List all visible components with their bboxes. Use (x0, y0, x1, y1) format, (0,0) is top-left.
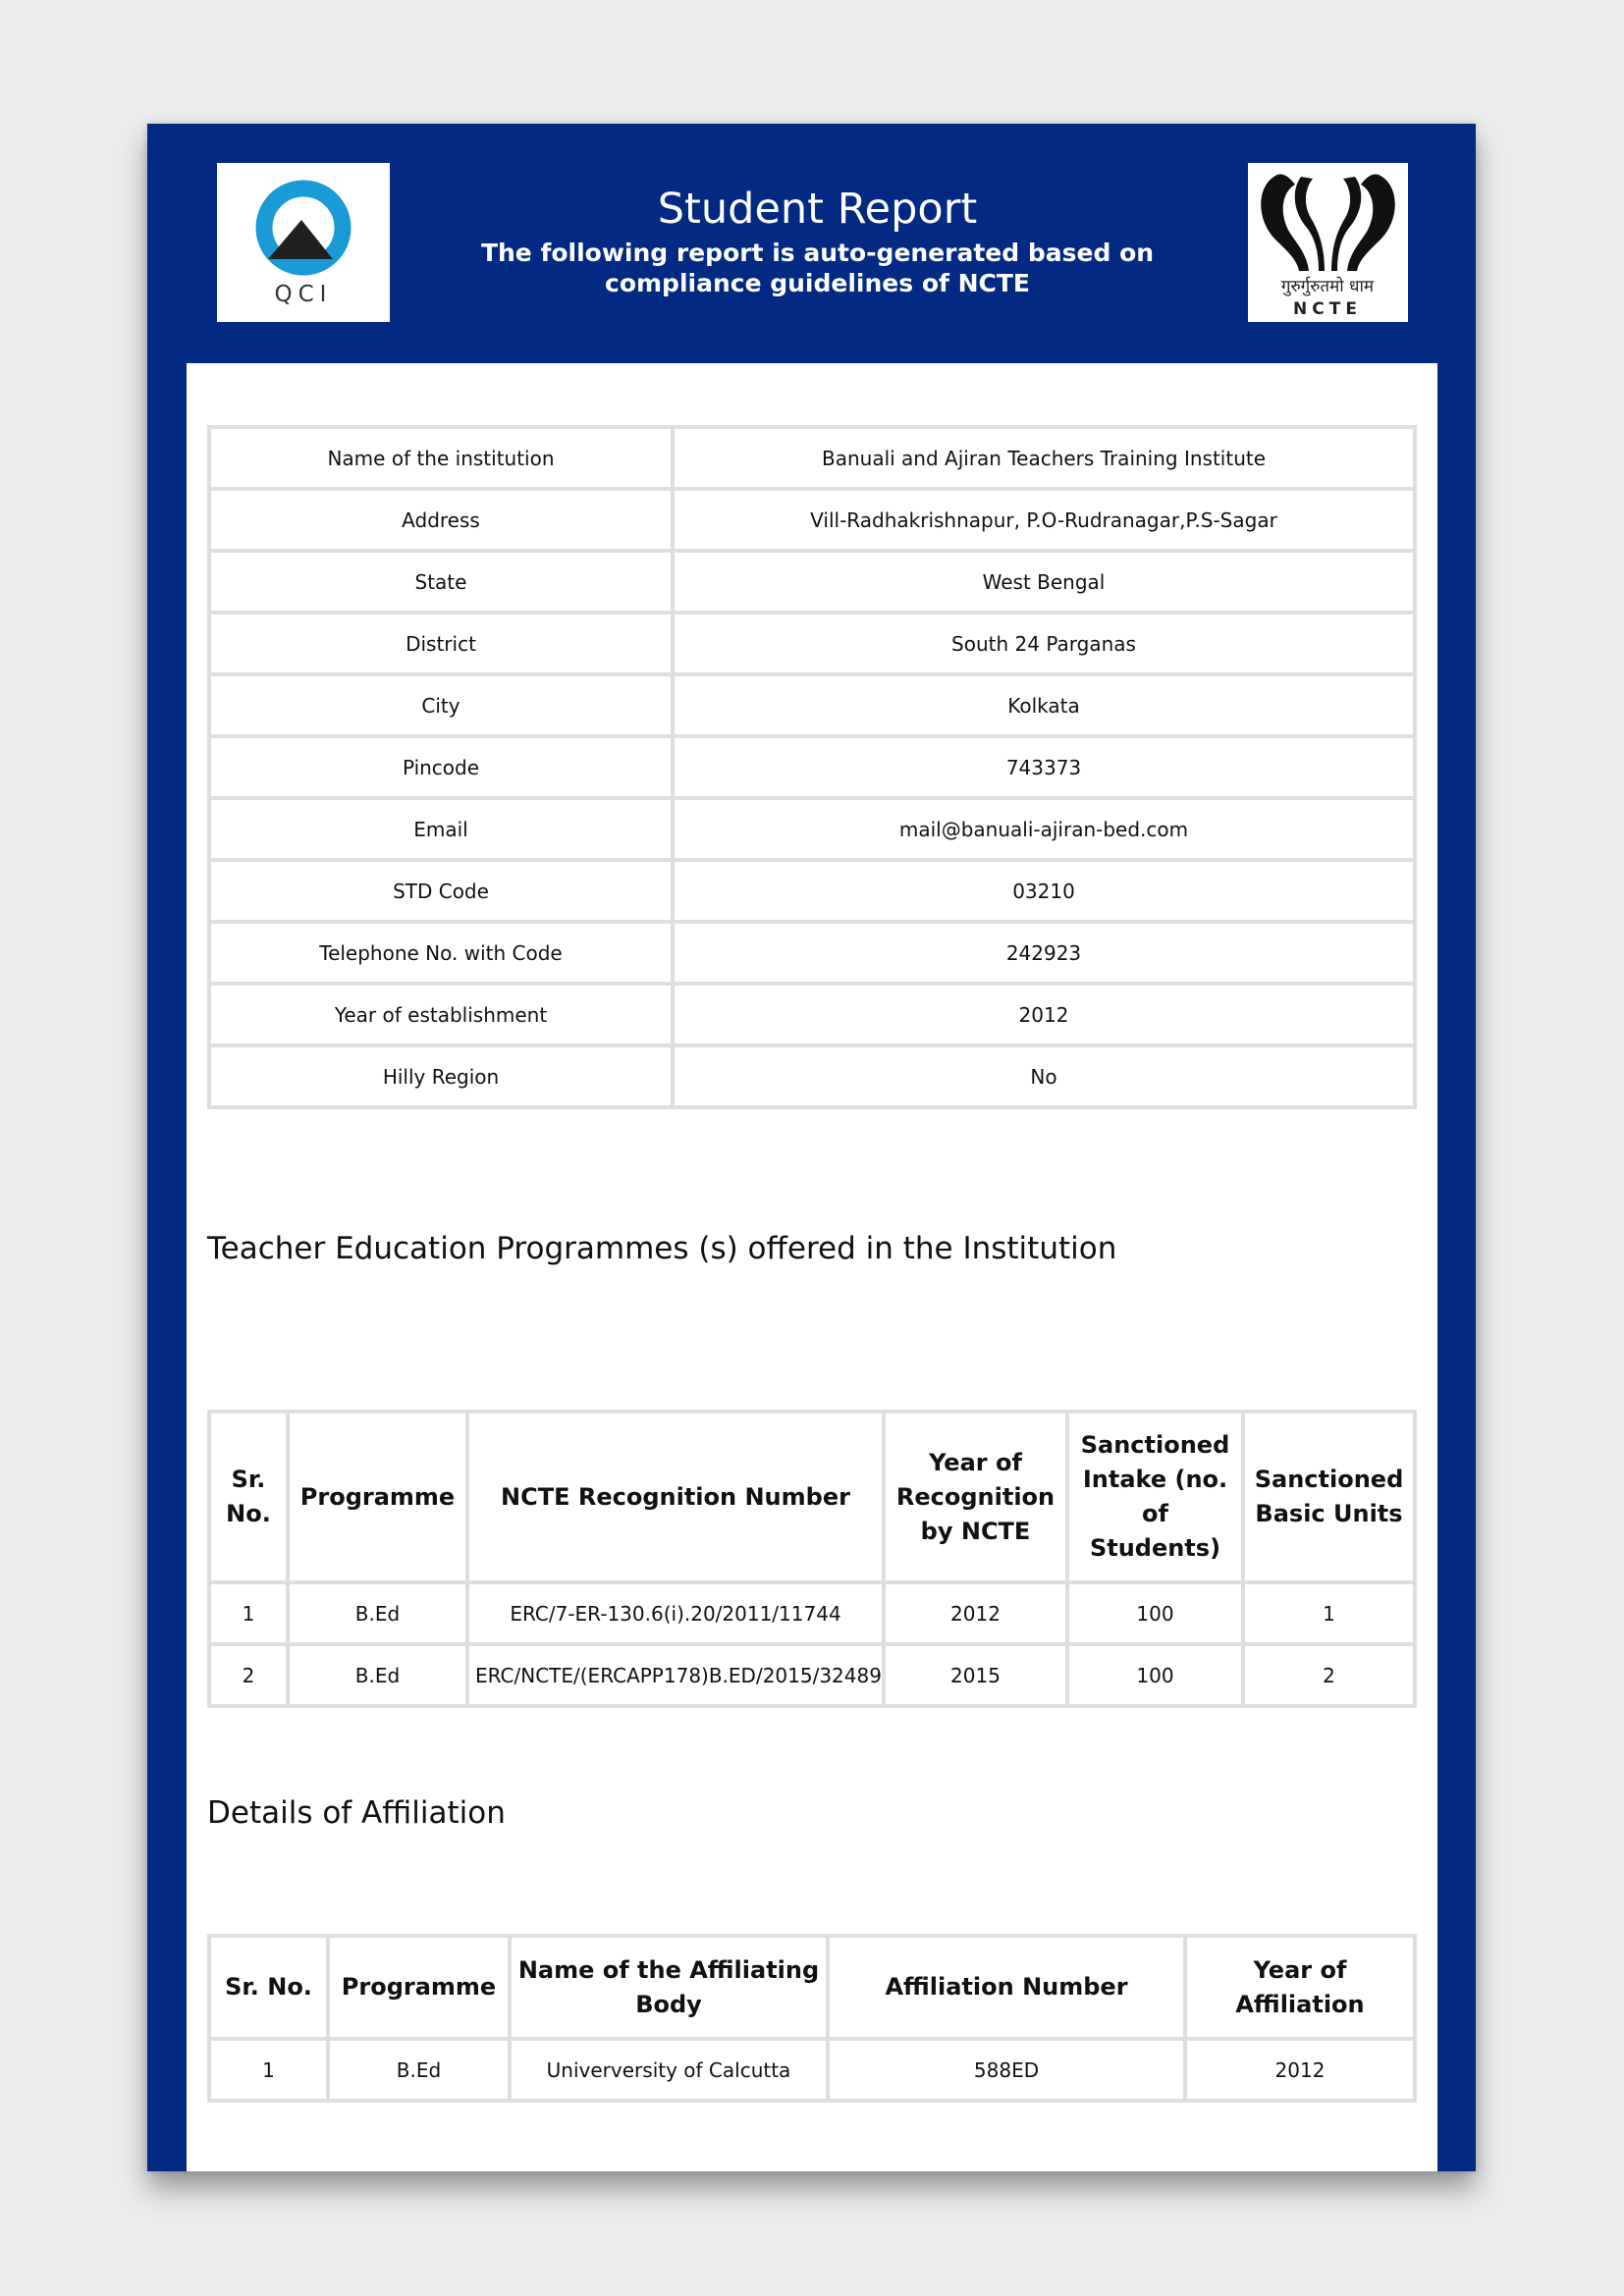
info-label: STD Code (209, 860, 673, 922)
table-row (209, 551, 1415, 613)
table-row (209, 922, 1415, 984)
info-value: 03210 (673, 860, 1415, 922)
table-row (209, 2039, 1415, 2101)
info-value: West Bengal (673, 551, 1415, 613)
ncte-logo-motto: गुरुर्गुरुतमो धाम (1280, 277, 1375, 296)
table-cell: 2015 (884, 1644, 1067, 1706)
column-header: Sanctioned Basic Units (1243, 1412, 1415, 1582)
table-row (209, 427, 1415, 489)
report-content (187, 363, 1437, 2171)
table-cell: B.Ed (328, 2039, 510, 2101)
affiliation-table (207, 1934, 1417, 2103)
info-label: Pincode (209, 736, 673, 798)
info-value: Banuali and Ajiran Teachers Training Institute (673, 427, 1415, 489)
qci-logo (217, 163, 390, 322)
institution-info-table (207, 425, 1417, 1109)
table-cell: ERC/NCTE/(ERCAPP178)B.ED/2015/32489 (467, 1644, 884, 1706)
column-header: Sr. No. (209, 1412, 288, 1582)
table-cell: 100 (1067, 1644, 1243, 1706)
info-value: 743373 (673, 736, 1415, 798)
column-header: Year of Recognition by NCTE (884, 1412, 1067, 1582)
table-cell: B.Ed (288, 1582, 467, 1644)
column-header: Affiliation Number (828, 1936, 1185, 2039)
table-cell: 2 (209, 1644, 288, 1706)
report-header (147, 124, 1476, 363)
column-header: Name of the Affiliating Body (510, 1936, 828, 2039)
table-cell: 2 (1243, 1644, 1415, 1706)
table-cell: ERC/7-ER-130.6(i).20/2011/11744 (467, 1582, 884, 1644)
table-row (209, 613, 1415, 674)
info-value: Vill-Radhakrishnapur, P.O-Rudranagar,P.S-Sagar (673, 489, 1415, 551)
info-value: Kolkata (673, 674, 1415, 736)
programmes-section-title: Teacher Education Programmes (s) offered in the Institution (207, 1231, 1117, 1266)
ncte-logo (1248, 163, 1408, 322)
table-row (209, 1582, 1415, 1644)
info-value: South 24 Parganas (673, 613, 1415, 674)
table-row (209, 798, 1415, 860)
info-label: District (209, 613, 673, 674)
programmes-table (207, 1410, 1417, 1708)
table-cell: 100 (1067, 1582, 1243, 1644)
table-row (209, 674, 1415, 736)
info-label: Year of establishment (209, 984, 673, 1045)
table-row (209, 1045, 1415, 1107)
info-label: Hilly Region (209, 1045, 673, 1107)
table-cell: Univerversity of Calcutta (510, 2039, 828, 2101)
info-value: mail@banuali-ajiran-bed.com (673, 798, 1415, 860)
column-header: Programme (288, 1412, 467, 1582)
table-row (209, 1644, 1415, 1706)
info-label: Address (209, 489, 673, 551)
info-value: 242923 (673, 922, 1415, 984)
info-value: No (673, 1045, 1415, 1107)
table-cell: 1 (1243, 1582, 1415, 1644)
table-cell: 1 (209, 1582, 288, 1644)
info-label: City (209, 674, 673, 736)
table-row (209, 489, 1415, 551)
table-row (209, 984, 1415, 1045)
page-subtitle: The following report is auto-generated based on compliance guidelines of NCTE (480, 239, 1155, 297)
column-header: Programme (328, 1936, 510, 2039)
table-row (209, 736, 1415, 798)
table-row (209, 860, 1415, 922)
table-cell: B.Ed (288, 1644, 467, 1706)
column-header: Sanctioned Intake (no. of Students) (1067, 1412, 1243, 1582)
table-cell: 2012 (884, 1582, 1067, 1644)
info-label: State (209, 551, 673, 613)
report-page (147, 124, 1476, 2171)
table-cell: 588ED (828, 2039, 1185, 2101)
info-value: 2012 (673, 984, 1415, 1045)
info-label: Email (209, 798, 673, 860)
affiliation-section-title: Details of Affiliation (207, 1795, 506, 1831)
page-title: Student Report (657, 185, 978, 234)
column-header: Sr. No. (209, 1936, 328, 2039)
info-label: Name of the institution (209, 427, 673, 489)
table-cell: 1 (209, 2039, 328, 2101)
column-header: Year of Affiliation (1185, 1936, 1415, 2039)
ncte-logo-text: NCTE (1293, 299, 1362, 319)
info-label: Telephone No. with Code (209, 922, 673, 984)
column-header: NCTE Recognition Number (467, 1412, 884, 1582)
table-cell: 2012 (1185, 2039, 1415, 2101)
qci-logo-text: QCI (274, 282, 333, 307)
